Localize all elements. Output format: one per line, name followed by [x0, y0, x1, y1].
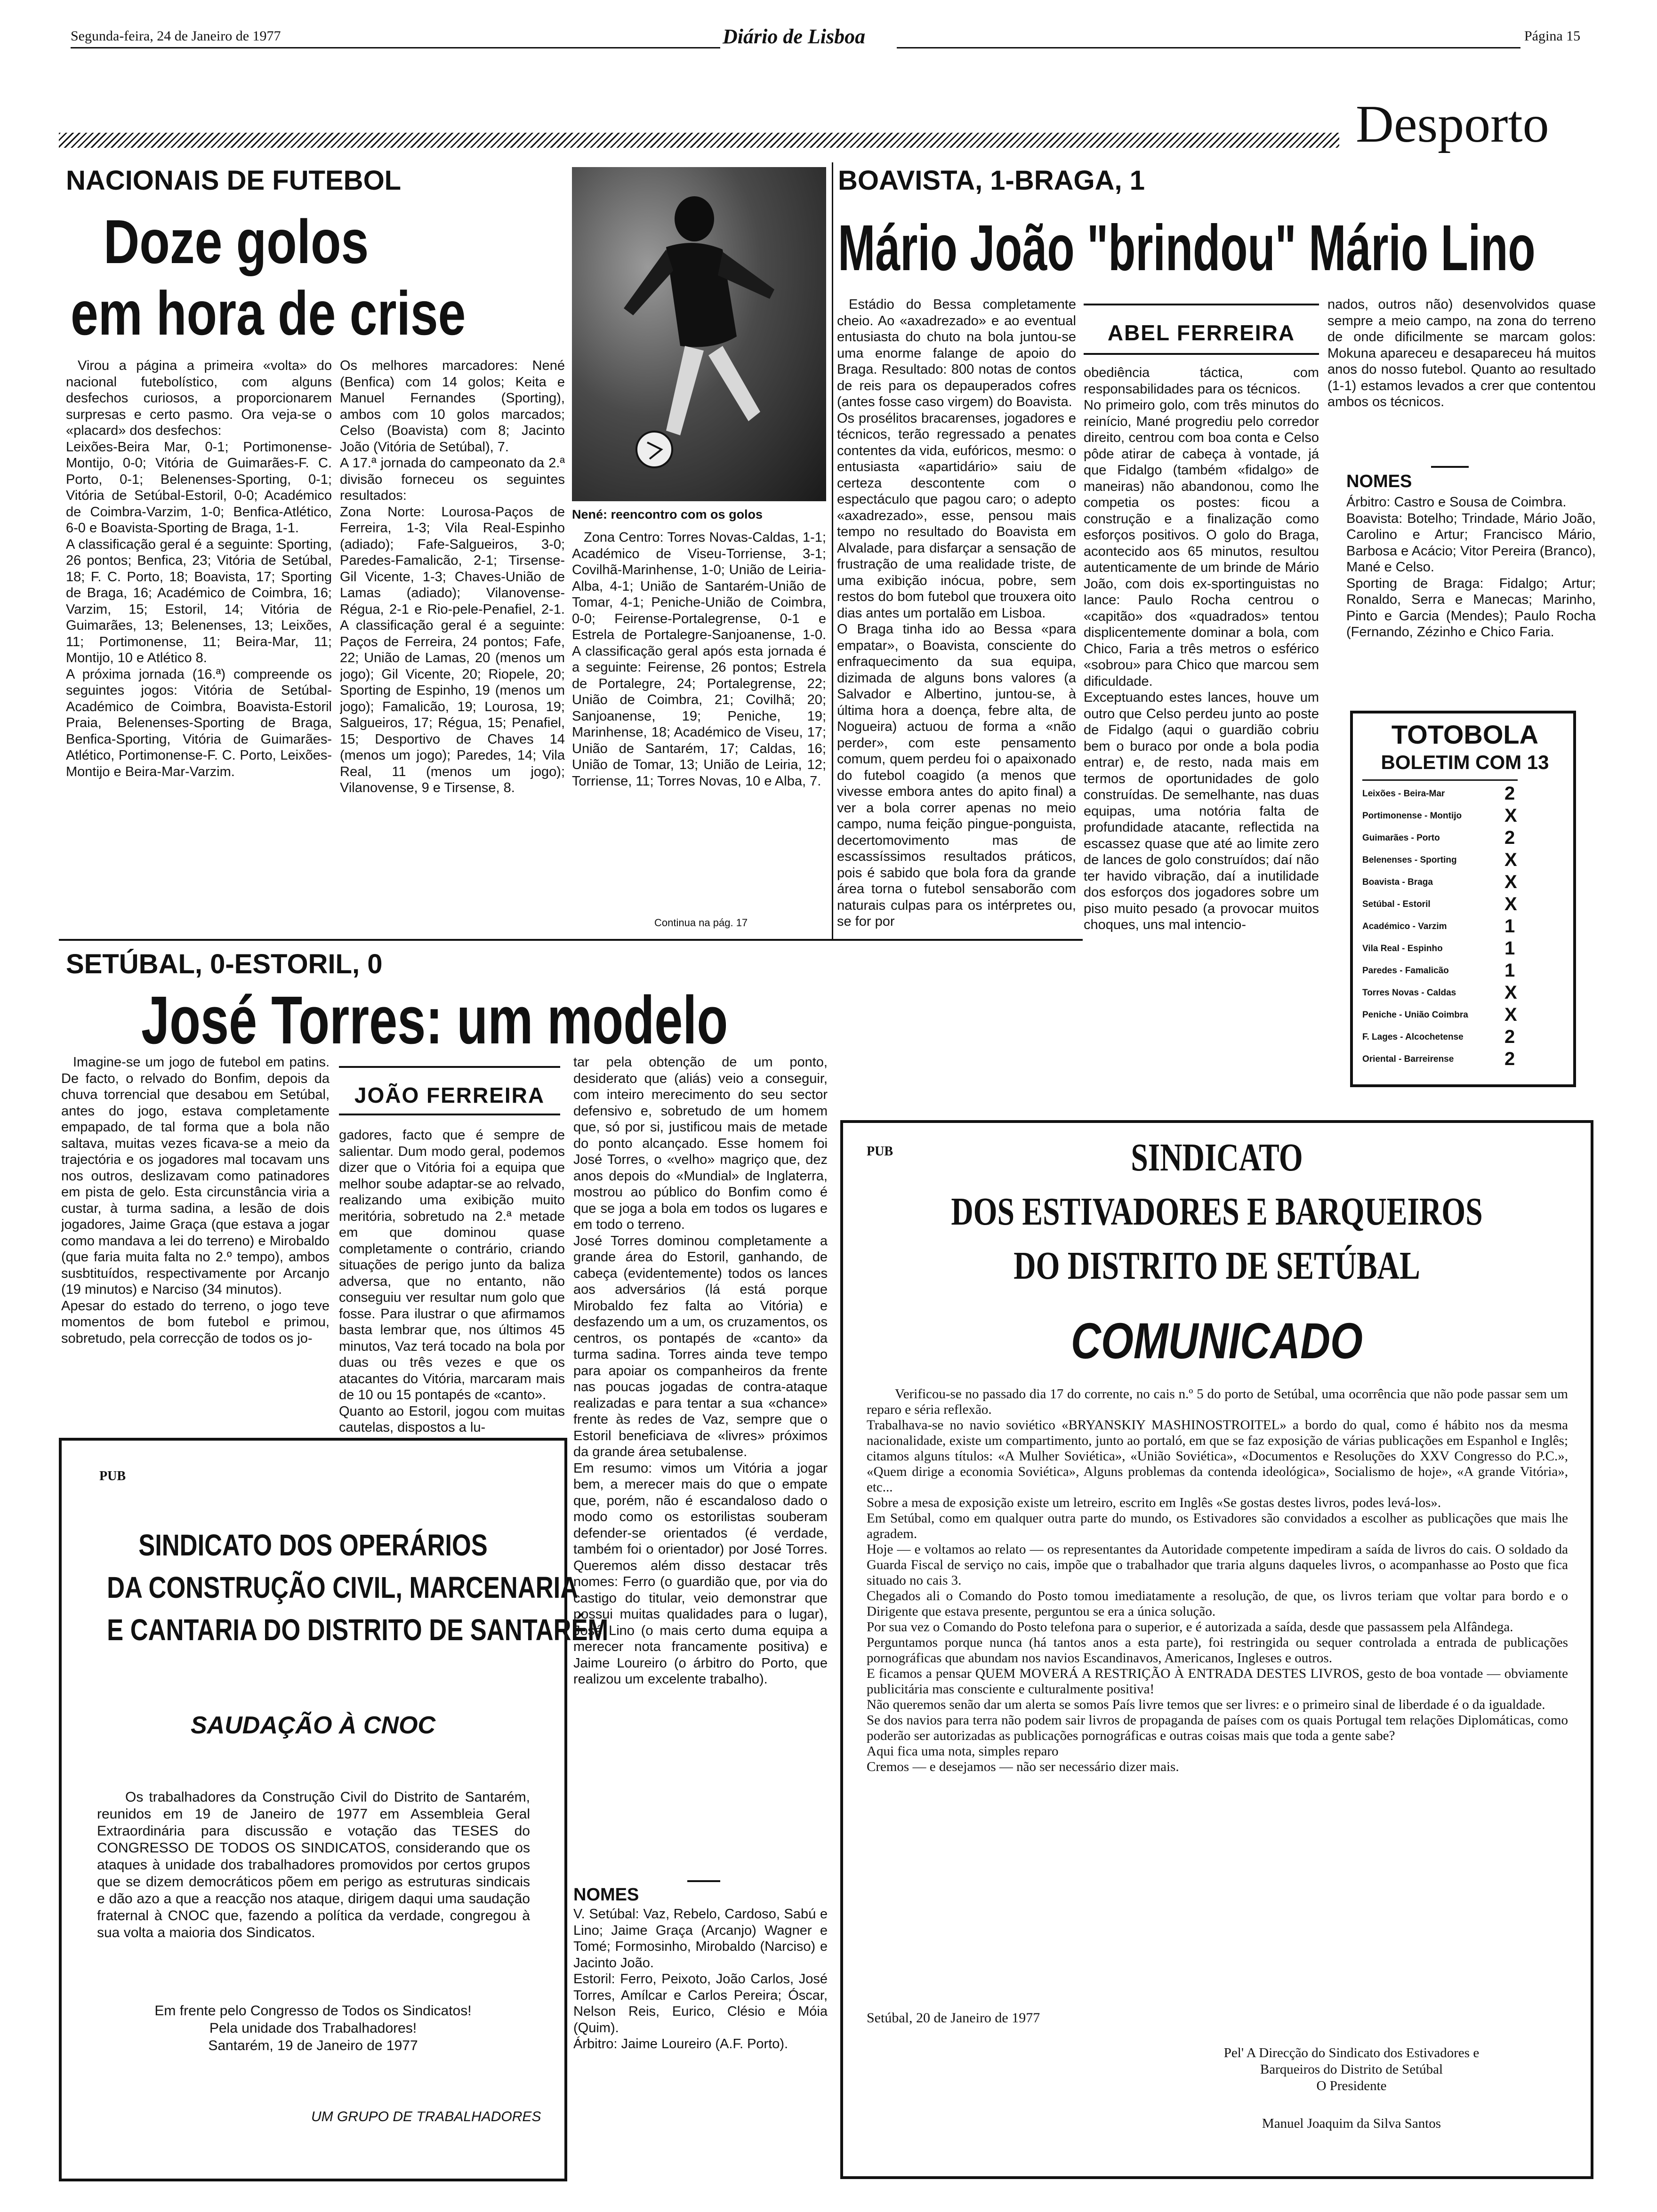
totobola-mark: 1 — [1504, 960, 1515, 981]
ad-estivadores-subtitle: COMUNICADO — [1071, 1312, 1363, 1369]
totobola-mark: X — [1504, 894, 1517, 914]
section-hatch-bar — [59, 133, 1339, 148]
kicker-boavista: BOAVISTA, 1-BRAGA, 1 — [838, 165, 1145, 196]
headline-nacionais-2: em hora de crise — [71, 279, 466, 348]
headline-setubal: José Torres: um modelo — [141, 982, 728, 1058]
totobola-match: Académico - Varzim — [1362, 922, 1447, 931]
totobola-title: TOTOBOLA — [1391, 720, 1539, 749]
ad-estivadores-date: Setúbal, 20 de Janeiro de 1977 — [867, 2010, 1040, 2026]
totobola-match: Boavista - Braga — [1362, 877, 1433, 887]
totobola-rule — [1362, 779, 1518, 781]
totobola-mark: 1 — [1504, 938, 1515, 959]
headline-nacionais-1: Doze golos — [104, 207, 369, 276]
setubal-col1: Imagine-se um jogo de futebol em patins. De facto, o relvado do Bonfim, depois da chuva torrencial que desabou em Setúbal, antes do jogo, estava completamente empapado, de tal forma que a bola não saltava, muitas vezes ficava-se a meio da trajectória e os jogadores mal tocavam uns nos outros, deslizavam como patinadores em pista de gelo. Esta circunstância viria a custar, à turma sadina, a lesão de dois jogadores, Jaime Graça (que estava a jogar como mandava a lei do terreno) e Mirobaldo (que faria muita falta no 2.º tempo), ambos susbtituídos, respectivamente por Arcanjo (19 minutos) e Narciso (34 minutos). Apesar do estado do terreno, o jogo teve momentos de bom futebol e primou, sobretudo, pela correcção de todos os jo- — [61, 1055, 330, 1346]
totobola-match: Vila Real - Espinho — [1362, 944, 1443, 954]
ad-estivadores-title-2: DOS ESTIVADORES E BARQUEIROS — [951, 1190, 1483, 1234]
boavista-nomes-title: NOMES — [1346, 472, 1412, 491]
setubal-nomes: V. Setúbal: Vaz, Rebelo, Cardoso, Sabú e Lino; Jaime Graça (Arcanjo) Wagner e Tomé; Formosinho, Mirobaldo (Narciso) e Jacinto João. Estoril: Ferro, Peixoto, João Carlos, José Torres, Amílcar e Carlos Pereira; Óscar, Nelson Reis, Eurico, Clésio e Móia (Quim). Árbitro: Jaime Loureiro (A.F. Porto). — [573, 1907, 828, 2052]
player-photo — [572, 167, 826, 501]
nacionais-col3: Zona Centro: Torres Novas-Caldas, 1-1; Académico de Viseu-Torriense, 3-1; Covilhã-Marinhense, 1-0; União de Leiria-Alba, 4-1; União de Santarém-União de Tomar, 4-1; Peniche-União de Coimbra, 0-0; Feirense-Portalegrense, 0-1 e Estrela de Portalegre-Sanjoanense, 1-0. A classificação geral após esta jornada é a seguinte: Feirense, 26 pontos; Estrela de Portalegre, 24; Portalegrense, 22; União de Coimbra, 21; Covilhã; 20; Sanjoanense, 19; Peniche, 19; Marinhense, 18; Académico de Viseu, 17; União de Santarém, 17; Caldas, 16; União de Tomar, 13; União de Leiria, 12; Torriense, 11; Torres Novas, 10 e Alba, 7. — [572, 530, 826, 789]
ad-santarem-close-2: Pela unidade dos Trabalhadores! — [209, 2020, 417, 2036]
ad-santarem-sign: UM GRUPO DE TRABALHADORES — [311, 2109, 541, 2124]
totobola-match: Belenenses - Sporting — [1362, 855, 1457, 865]
totobola-subtitle: BOLETIM COM 13 — [1381, 751, 1549, 773]
player-silhouette — [572, 167, 826, 501]
totobola-mark: 2 — [1504, 783, 1515, 804]
masthead: Diário de Lisboa — [723, 25, 866, 48]
totobola-mark: X — [1504, 1004, 1517, 1025]
boavista-col1: Estádio do Bessa completamente cheio. Ao «axadrezado» e ao eventual entusiasta do chuto na bola juntou-se uma enorme falange de apoio do Braga. Resultado: 800 notas de contos de reis para os depauperados cofres (antes fosse caso virgem) do Boavista. Os prosélitos bracarenses, jogadores e técnicos, terão regressado a penates contentes da vida, eufóricos, mesmo: o entusiasta «apartidário» saiu de certeza descontente com o espectáculo que pagou caro; o adepto «axadrezado», esse, pensou mais tempo no resultado do Boavista em Alvalade, para disfarçar a sensação de frustração de uma realidade triste, de uma exibição inócua, pobre, sem restos do bom futebol que trouxera oito dias antes um portalão em Lisboa. O Braga tinha ido ao Bessa «para empatar», o Boavista, consciente do enfraquecimento da sua equipa, dizimada de alguns bons valores (a Salvador e Albertino, juntou-se, à última hora a doença, febre alta, de Nogueira) actuou de forma a «não perder», com este pensamento comum, quem perdeu foi o apaixonado do futebol coagido (a menos que vivesse embora antes do apito final) a ver a bola correr apenas no meio campo, numa feição pingue-ponguista, decertomovimento mas de escassíssimos resultados práticos, pois é sabido que bola fora da grande área torna o futebol sensaborão com naturais culpas para os intérpretes ou, se for por — [837, 297, 1076, 929]
setubal-col3: tar pela obtenção de um ponto, desiderato que (aliás) veio a conseguir, com inteiro merecimento do seu sector defensivo e, sobretudo de um homem que, só por si, justificou mais de metade do ponto alcançado. Esse homem foi José Torres, o «velho» magriço que, dez anos depois do «Mundial» de Inglaterra, mostrou ao público do Bonfim como é que se joga a bola em todos os lugares e em todo o terreno. José Torres dominou completamente a grande área do Estoril, ganhando, de cabeça (evidentemente) todos os lances aos adversários (lá está porque Mirobaldo fez falta ao Vitória) e desfazendo um a um, os cruzamentos, os centros, os pontapés de «canto» da turma sadina. Torres ainda teve tempo para apoiar os companheiros da frente nas poucas jogadas de contra-ataque realizadas e para tentar a sua «chance» frente às redes de Vaz, sempre que o Estoril beneficiava de «livres» próximos da grande área setubalense. Em resumo: vimos um Vitória a jogar bem, a merecer mais do que o empate que, porém, não é escandaloso dado o modo como os estorilistas souberam defender-se orientados (é verdade, também foi o orientador) por José Torres. Queremos além disso destacar três nomes: Ferro (o guardião que, por via do castigo do titular, veio demonstrar que possui muitas qualidades para o lugar), José Lino (o mais certo duma equipa a merecer nota francamente positiva) e Jaime Loureiro (o árbitro do Porto, que realizou um excelente trabalho). — [573, 1055, 828, 1687]
ad-santarem-subtitle: SAUDAÇÃO À CNOC — [191, 1712, 435, 1739]
totobola-mark: X — [1504, 982, 1517, 1003]
totobola-match: Leixões - Beira-Mar — [1362, 789, 1445, 799]
photo-caption: Nené: reencontro com os golos — [572, 507, 763, 521]
ad-estivadores-box — [840, 1120, 1593, 2179]
ad-santarem-close-3: Santarém, 19 de Janeiro de 1977 — [208, 2038, 418, 2053]
byline-abel: ABEL FERREIRA — [1107, 321, 1295, 345]
ad-estivadores-sign-1: Pel' A Direcção do Sindicato dos Estivadores e — [1223, 2045, 1480, 2060]
totobola-mark: X — [1504, 805, 1517, 826]
boavista-col2: obediência táctica, com responsabilidades para os técnicos. No primeiro golo, com três minutos do reinício, Mané progrediu pelo corredor direito, centrou com boa conta e Celso pôde atirar de cabeça à vontade, já que Fidalgo (também «fidalgo» de maneiras) não abandonou, como lhe competia os postes: ficou a construção e a finalização como esforços positivos. O golo do Braga, acontecido aos 65 minutos, resultou autenticamente de um brinde de Mário João, com dois ex-sportinguistas no lance: Paulo Rocha centrou o «capitão» dos «quadrados» tentou displicentemente dominar a bola, com Chico, Faria a três metros o esférico «sobrou» para Chico que marcou sem dificuldade. Exceptuando estes lances, houve um outro que Celso perdeu junto ao poste de Fidalgo (aqui o guardião cobriu bem o buraco por onde a bola podia entrar) e, de resto, nada mais em termos de oportunidades de golo construídas. De semelhante, nas duas equipas, uma notória falta de profundidade atacante, reflectida na escassez quase que até ao limite zero de lances de golo construídos; daí não ter havido vibração, daí a inutilidade dos esforços dos jogadores sobre um piso muito pesado (a provocar muitos choques, uns mal intencio- — [1084, 365, 1319, 932]
ad-santarem-title-2: DA CONSTRUÇÃO CIVIL, MARCENARIA — [107, 1571, 579, 1604]
continued-note: Continua na pág. 17 — [654, 917, 748, 929]
ad-estivadores-text: Verificou-se no passado dia 17 do corrente, no cais n.º 5 do porto de Setúbal, uma ocorrência que não pode passar sem um reparo e séria reflexão. Trabalhava-se no navio soviético «BRYANSKIY MASHINOSTROITEL» a bordo do qual, como é hábito nos da mesma nacionalidade, existe um compartimento, junto ao portaló, em que se faz exposição de várias publicações em Espanhol e Inglês; citamos alguns títulos: «A Mulher Soviética», «União Soviética», «Documentos e Resoluções do XXV Congresso do P.C.», «Quem dirige a economia Soviética», Alguns problemas da contenda ideológica», Socialismo de hoje», «A grande Vitória», etc... Sobre a mesa de exposição existe um letreiro, escrito em Inglês «Se gostas destes livros, podes levá-los». Em Setúbal, como em qualquer outra parte do mundo, os Estivadores são convidados a escolher as publicações que mais lhe agradem. Hoje — e voltamos ao relato — os representantes da Autoridade competente impediram a saída de livros do cais. O soldado da Guarda Fiscal de serviço no cais, impõe que o trabalhador que traria alguns daqueles livros, o acompanhasse ao Posto que fica situado no cais 3. Chegados ali o Comando do Posto tomou imediatamente a resolução, de que, os livros teriam que voltar para bordo e o Dirigente que estava presente, perguntou se era a única solução. Por sua vez o Comando do Posto telefona para o superior, e é autorizada a saída, desde que passassem pela Alfândega. Perguntamos porque nunca (há tantos anos a esta parte), foi restringida ou sequer controlada a entrada de publicações pornográficas que abundam nos navios Escandinavos, Americanos, Ingleses e outros. E ficamos a pensar QUEM MOVERÁ A RESTRIÇÃO À ENTRADA DESTES LIVROS, gesto de boa vontade — obviamente publicitária mas consciente e culturalmente positiva! Não queremos senão dar um alerta se somos País livre temos que ser livres: e o primeiro sinal de liberdade é o da igualdade. Se dos navios para terra não podem sair livros de propaganda de países com os quais Portugal tem relações Diplomáticas, como poderão ser autorizadas as publicações pornográficas e outras coisas mais que toda a gente sabe? Aqui fica uma nota, simples reparo Cremos — e desejamos — não ser necessário dizer mais. — [867, 1387, 1568, 1774]
kicker-nacionais: NACIONAIS DE FUTEBOL — [66, 165, 402, 196]
nacionais-col2: Os melhores marcadores: Nené (Benfica) com 14 golos; Keita e Manuel Fernandes (Sporting), ambos com 10 golos marcados; Celso (Boavista) com 8; Jacinto João (Vitória de Setúbal), 7. A 17.ª jornada do campeonato da 2.ª divisão forneceu os seguintes resultados: Zona Norte: Lourosa-Paços de Ferreira, 1-3; Vila Real-Espinho (adiado); Fafe-Salgueiros, 3-0; Paredes-Famalicão, 2-1; Tirsense-Gil Vicente, 1-3; Chaves-União de Lamas (adiado); Vilanovense-Régua, 2-1 e Rio-pele-Penafiel, 2-1. A classificação geral é a seguinte: Paços de Ferreira, 24 pontos; Fafe, 22; União de Lamas, 20 (menos um jogo); Gil Vicente, 20; Riopele, 20; Sporting de Espinho, 19 (menos um jogo); Famalicão, 19; Lourosa, 19; Salgueiros, 17; Régua, 15; Penafiel, 15; Desportivo de Chaves 14 (menos um jogo); Paredes, 14; Vila Real, 11 (menos um jogo); Vilanovense, 9 e Tirsense, 8. — [340, 358, 565, 795]
byline-abel-rule-bottom — [1084, 353, 1319, 355]
divider-setubal-top — [59, 939, 1083, 941]
boavista-col3: nados, outros não) desenvolvidos quase sempre a meio campo, na zona do terreno de onde dificilmente se marcam golos: Mokuna apareceu e desapareceu há muitos anos do nosso futebol. Quanto ao resultado (1-1) estamos levados a crer que contentou ambos os técnicos. — [1327, 297, 1596, 409]
setubal-col2: gadores, facto que é sempre de salientar. Dum modo geral, podemos dizer que o Vitória foi a equipa que melhor soube adaptar-se ao relvado, realizando uma exibição muito meritória, sobretudo na 2.ª metade em que dominou quase completamente o contrário, criando situações de perigo junto da baliza adversa, que no entanto, não conseguiu ver resultar num golo que fosse. Para ilustrar o que afirmamos basta lembrar que, nos últimos 45 minutos, Vaz terá tocado na bola por duas ou três vezes e que os atacantes do Vitória, marcaram mais de 10 ou 15 pontapés de «canto». Quanto ao Estoril, jogou com muitas cautelas, dispostos a lu- — [339, 1128, 565, 1435]
totobola-match: Setúbal - Estoril — [1362, 899, 1431, 909]
totobola-match: Guimarães - Porto — [1362, 833, 1440, 843]
nacionais-col1: Virou a página a primeira «volta» do nacional futebolístico, com alguns desfechos curiosos, a proporcionarem surpresas e certo pasmo. Ora veja-se o «placard» dos desfechos: Leixões-Beira Mar, 0-1; Portimonense-Montijo, 0-0; Vitória de Guimarães-F. C. Porto, 0-1; Belenenses-Sporting, 0-1; Vitória de Setúbal-Estoril, 0-0; Académico de Coimbra-Varzim, 1-0; Benfica-Atlético, 6-0 e Boavista-Sporting de Braga, 1-1. A classificação geral é a seguinte: Sporting, 26 pontos; Benfica, 23; Vitória de Setúbal, 18; F. C. Porto, 18; Boavista, 17; Sporting de Braga, 16; Académico de Coimbra, 16; Varzim, 15; Estoril, 14; Vitória de Guimarães, 13; Belenenses, 13; Leixões, 11; Portimonense, 11; Beira-Mar, 11; Montijo, 10 e Atlético 8. A próxima jornada (16.ª) compreende os seguintes jogos: Vitória de Setúbal-Académico de Coimbra, Boavista-Estoril Praia, Belenenses-Sporting de Braga, Benfica-Sporting, Vitória de Guimarães-Atlético, Portimonense-F. C. Porto, Leixões-Montijo e Beira-Mar-Varzim. — [66, 358, 332, 779]
ad-estivadores-sign-2: Barqueiros do Distrito de Setúbal — [1260, 2062, 1443, 2077]
ad-santarem-tag: PUB — [99, 1469, 126, 1483]
ad-estivadores-title-1: SINDICATO — [1131, 1136, 1303, 1179]
totobola-match: Portimonense - Montijo — [1362, 811, 1462, 821]
setubal-nomes-title: NOMES — [573, 1885, 639, 1905]
ad-estivadores-tag: PUB — [867, 1144, 893, 1159]
ad-santarem-close-1: Em frente pelo Congresso de Todos os Sindicatos! — [154, 2003, 472, 2019]
header-date: Segunda-feira, 24 de Janeiro de 1977 — [71, 28, 281, 44]
header-rule-right — [897, 47, 1520, 48]
totobola-match: F. Lages - Alcochetense — [1362, 1032, 1464, 1042]
totobola-match: Peniche - União Coimbra — [1362, 1010, 1468, 1020]
ad-estivadores-sign-4: Manuel Joaquim da Silva Santos — [1262, 2116, 1441, 2131]
totobola-match: Oriental - Barreirense — [1362, 1054, 1454, 1064]
setubal-nomes-rule — [687, 1880, 720, 1882]
totobola-mark: 2 — [1504, 827, 1515, 848]
kicker-setubal: SETÚBAL, 0-ESTORIL, 0 — [66, 949, 383, 979]
byline-joao: JOÃO FERREIRA — [354, 1083, 545, 1107]
totobola-box — [1350, 711, 1576, 1087]
ad-santarem-title-3: E CANTARIA DO DISTRITO DE SANTARÉM — [107, 1613, 609, 1647]
totobola-mark: 2 — [1504, 1049, 1515, 1069]
totobola-match: Torres Novas - Caldas — [1362, 988, 1456, 998]
boavista-nomes-rule — [1431, 466, 1469, 468]
byline-joao-rule-bottom — [339, 1114, 560, 1115]
byline-joao-rule-top — [339, 1066, 560, 1068]
totobola-mark: 2 — [1504, 1026, 1515, 1047]
header-rule-left — [71, 47, 720, 48]
byline-abel-rule-top — [1084, 304, 1319, 305]
page-number: Página 15 — [1524, 28, 1581, 44]
totobola-match: Paredes - Famalicão — [1362, 966, 1449, 976]
totobola-mark: X — [1504, 850, 1517, 870]
boavista-nomes: Árbitro: Castro e Sousa de Coimbra. Boavista: Botelho; Trindade, Mário João, Carolino e Artur; Francisco Mário, Barbosa e Acácio; Vitor Pereira (Branco), Mané e Celso. Sporting de Braga: Fidalgo; Artur; Ronaldo, Serra e Manecas; Marinho, Pinto e Garcia (Mendes); Paulo Rocha (Fernando, Zézinho e Chico Faria. — [1346, 495, 1596, 640]
ad-estivadores-title-3: DO DISTRITO DE SETÚBAL — [1014, 1244, 1420, 1288]
section-title: Desporto — [1356, 95, 1549, 153]
totobola-mark: X — [1504, 872, 1517, 892]
divider-nacionais-boavista — [832, 162, 833, 939]
ad-estivadores-sign-3: O Presidente — [1316, 2078, 1387, 2093]
ad-santarem-text: Os trabalhadores da Construção Civil do Distrito de Santarém, reunidos em 19 de Janeiro de 1977 em Assembleia Geral Extraordinária para discussão e votação das TESES do CONGRESSO DE TODOS OS SINDICATOS, considerando que os ataques à unidade dos trabalhadores promovidos por certos grupos que se dizem democráticos põem em perigo as estruturas sindicais e dão azo a que a reacção nos ataque, dirigem daqui uma saudação fraternal à CNOC que, fazendo a política da verdade, congregou à sua volta a maioria dos Sindicatos. — [97, 1789, 530, 1940]
ad-santarem-title-1: SINDICATO DOS OPERÁRIOS — [138, 1528, 488, 1562]
totobola-mark: 1 — [1504, 916, 1515, 937]
headline-boavista: Mário João "brindou" Mário Lino — [838, 212, 1536, 284]
